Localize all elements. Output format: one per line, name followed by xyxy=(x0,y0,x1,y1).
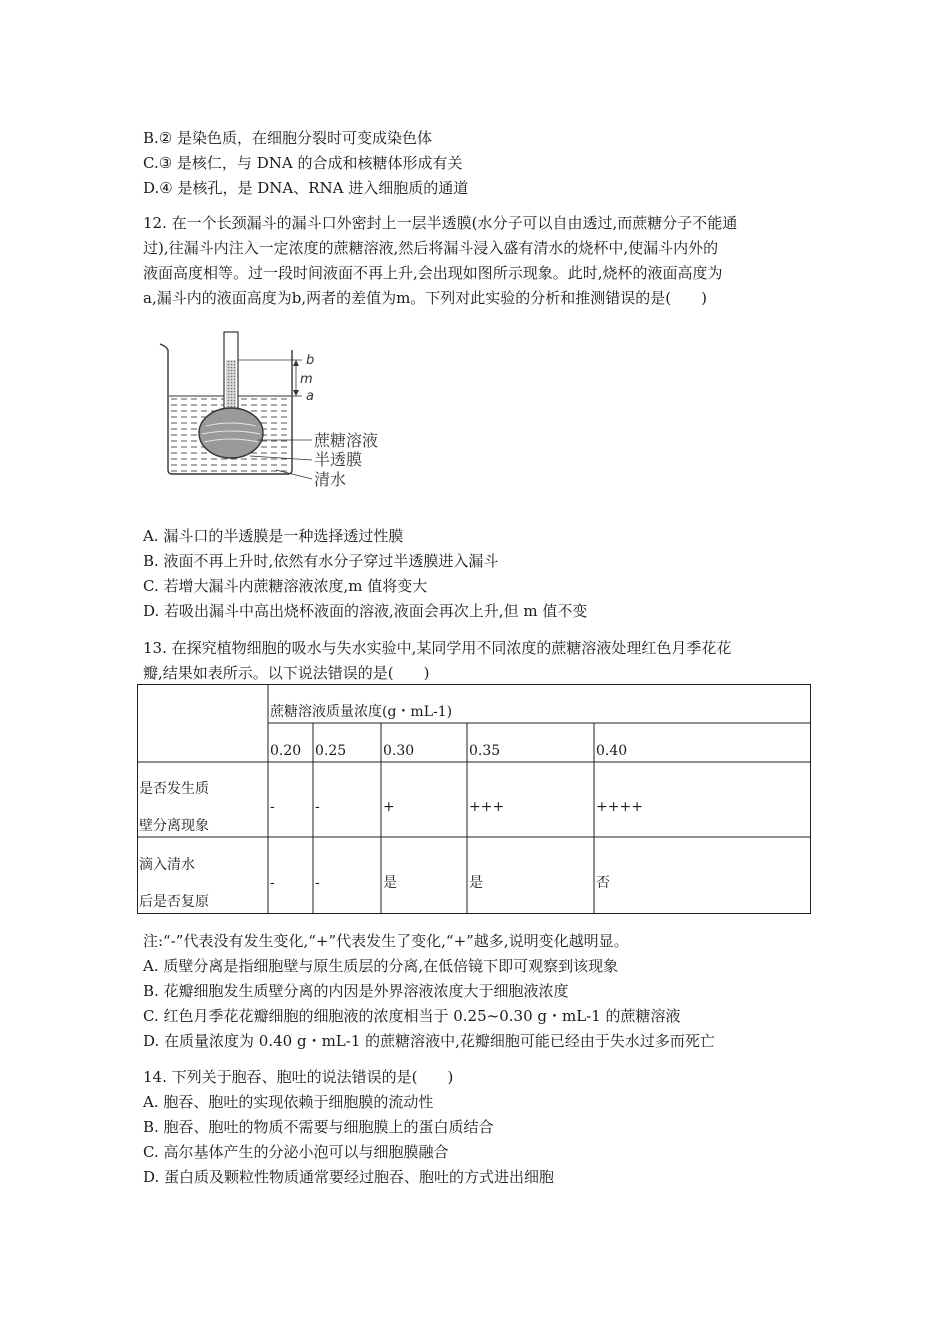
table-header-label: 蔗糖溶液质量浓度(g・mL-1) xyxy=(270,704,453,720)
table-cell: +++ xyxy=(469,799,505,815)
row-label-plasmolysis: 壁分离现象 xyxy=(139,818,209,834)
label-water: 清水 xyxy=(314,470,347,489)
table-cell: - xyxy=(270,799,275,815)
q12-stem-line: a,漏斗内的液面高度为b,两者的差值为m。下列对此实验的分析和推测错误的是( ) xyxy=(143,289,708,307)
funnel-solution-column xyxy=(226,360,236,408)
q11-option-c: C.③ 是核仁，与 DNA 的合成和核糖体形成有关 xyxy=(143,154,463,172)
q12-stem-line: 液面高度相等。过一段时间液面不再上升,会出现如图所示现象。此时,烧杯的液面高度为 xyxy=(143,264,723,282)
label-m: m xyxy=(300,372,313,387)
concentration-cell: 0.35 xyxy=(469,743,501,759)
q14-option-d: D. 蛋白质及颗粒性物质通常要经过胞吞、胞吐的方式进出细胞 xyxy=(143,1168,555,1186)
q14-option-b: B. 胞吞、胞吐的物质不需要与细胞膜上的蛋白质结合 xyxy=(143,1118,494,1136)
q11-option-d: D.④ 是核孔，是 DNA、RNA 进入细胞质的通道 xyxy=(143,179,469,197)
q14-option-a: A. 胞吞、胞吐的实现依赖于细胞膜的流动性 xyxy=(143,1093,434,1111)
q12-option-d: D. 若吸出漏斗中高出烧杯液面的溶液,液面会再次上升,但 m 值不变 xyxy=(143,602,588,620)
q13-stem-line: 瓣,结果如表所示。以下说法错误的是( ) xyxy=(143,664,430,682)
q12-option-c: C. 若增大漏斗内蔗糖溶液浓度,m 值将变大 xyxy=(143,577,428,595)
concentration-cell: 0.40 xyxy=(596,743,628,759)
label-membrane: 半透膜 xyxy=(314,450,363,469)
q14-stem: 14. 下列关于胞吞、胞吐的说法错误的是( ) xyxy=(143,1068,454,1086)
row-label-plasmolysis: 是否发生质 xyxy=(139,781,209,797)
q12-stem xyxy=(143,211,783,311)
concentration-cell: 0.20 xyxy=(270,743,302,759)
osmosis-funnel-figure xyxy=(140,330,400,490)
table-cell: 是 xyxy=(383,875,397,891)
row-label-recovery: 后是否复原 xyxy=(139,894,209,910)
q13-stem xyxy=(143,636,783,686)
table-cell: - xyxy=(315,799,320,815)
q13-option-c: C. 红色月季花花瓣细胞的细胞液的浓度相当于 0.25~0.30 g・mL-1 的蔗糖溶液 xyxy=(143,1007,681,1025)
q11-option-b: B.② 是染色质，在细胞分裂时可变成染色体 xyxy=(143,129,433,147)
table-cell: - xyxy=(315,875,320,891)
label-sucrose: 蔗糖溶液 xyxy=(314,431,379,450)
q13-option-d: D. 在质量浓度为 0.40 g・mL-1 的蔗糖溶液中,花瓣细胞可能已经由于失水过多而死亡 xyxy=(143,1032,715,1050)
q12-option-b: B. 液面不再上升时,依然有水分子穿过半透膜进入漏斗 xyxy=(143,552,499,570)
label-b: b xyxy=(306,353,315,368)
table-cell: 是 xyxy=(469,875,483,891)
q12-option-a: A. 漏斗口的半透膜是一种选择透过性膜 xyxy=(143,527,404,545)
q13-option-a: A. 质壁分离是指细胞壁与原生质层的分离,在低倍镜下即可观察到该现象 xyxy=(143,957,619,975)
row-label-recovery: 滴入清水 xyxy=(139,857,195,873)
q12-stem-line: 12. 在一个长颈漏斗的漏斗口外密封上一层半透膜(水分子可以自由透过,而蔗糖分子不能通 xyxy=(143,214,738,232)
table-cell: ++++ xyxy=(596,799,643,815)
concentration-cell: 0.30 xyxy=(383,743,415,759)
q14-option-c: C. 高尔基体产生的分泌小泡可以与细胞膜融合 xyxy=(143,1143,449,1161)
concentration-cell: 0.25 xyxy=(315,743,347,759)
q13-option-b: B. 花瓣细胞发生质壁分离的内因是外界溶液浓度大于细胞液浓度 xyxy=(143,982,569,1000)
label-a: a xyxy=(306,389,314,404)
table-cell: + xyxy=(383,799,395,815)
table-cell: - xyxy=(270,875,275,891)
q12-stem-line: 过),往漏斗内注入一定浓度的蔗糖溶液,然后将漏斗浸入盛有清水的烧杯中,使漏斗内外的 xyxy=(143,239,719,257)
q13-stem-line: 13. 在探究植物细胞的吸水与失水实验中,某同学用不同浓度的蔗糖溶液处理红色月季花花 xyxy=(143,639,732,657)
q13-note: 注:“-”代表没有发生变化,“+”代表发生了变化,“+”越多,说明变化越明显。 xyxy=(143,932,629,950)
table-cell: 否 xyxy=(596,875,610,891)
q13-results-table xyxy=(137,684,811,914)
